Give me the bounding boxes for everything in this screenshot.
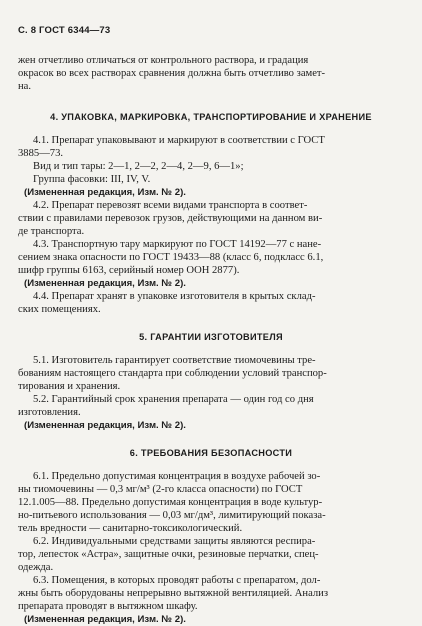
text-line: тирования и хранения. xyxy=(18,381,121,392)
text-line: препарата проводят в вытяжном шкафу. xyxy=(18,601,198,612)
text-line: жен отчетливо отличаться от контрольного раствора, и градация xyxy=(18,55,309,66)
text-line: на. xyxy=(18,81,32,92)
page-header: С. 8 ГОСТ 6344—73 xyxy=(18,25,111,36)
text-line: 6.1. Предельно допустимая концентрация в воздухе рабочей зо- xyxy=(33,471,321,482)
text-line: 3885—73. xyxy=(18,148,64,159)
section-6-heading: 6. ТРЕБОВАНИЯ БЕЗОПАСНОСТИ xyxy=(129,448,293,458)
document-body xyxy=(18,54,404,626)
text-line: Группа фасовки: III, IV, V. xyxy=(33,174,151,185)
text-line: бованиям настоящего стандарта при соблюдении условий транспор- xyxy=(18,368,327,379)
text-line: 5.2. Гарантийный срок хранения препарата — один год со дня xyxy=(33,394,314,405)
text-line: 4.3. Транспортную тару маркируют по ГОСТ 14192—77 с нане- xyxy=(33,239,322,250)
text-line: 4.4. Препарат хранят в упаковке изготовителя в крытых склад- xyxy=(33,291,316,302)
text-line: сением знака опасности по ГОСТ 19433—88 (класс 6, подкласс 6.1, xyxy=(18,252,324,263)
section-5-heading: 5. ГАРАНТИИ ИЗГОТОВИТЕЛЯ xyxy=(139,332,283,342)
text-line: Вид и тип тары: 2—1, 2—2, 2—4, 2—9, 6—1»; xyxy=(33,161,244,172)
text-line: ны тиомочевины — 0,3 мг/м³ (2-го класса опасности) по ГОСТ xyxy=(18,484,303,495)
text-line: 5.1. Изготовитель гарантирует соответствие тиомочевины тре- xyxy=(33,355,316,366)
text-line: изготовления. xyxy=(18,407,81,418)
text-line: 4.1. Препарат упаковывают и маркируют в соответствии с ГОСТ xyxy=(33,135,325,146)
amendment-note: (Измененная редакция, Изм. № 2). xyxy=(24,420,186,431)
text-line: 6.3. Помещения, в которых проводят работы с препаратом, дол- xyxy=(33,575,321,586)
text-line: де транспорта. xyxy=(18,226,85,237)
text-line: 4.2. Препарат перевозят всеми видами транспорта в соответ- xyxy=(33,200,308,211)
amendment-note: (Измененная редакция, Изм. № 2). xyxy=(24,614,186,625)
text-line: жны быть оборудованы непрерывно вытяжной вентиляцией. Анализ xyxy=(18,588,329,599)
amendment-note: (Измененная редакция, Изм. № 2). xyxy=(24,278,186,289)
text-line: 6.2. Индивидуальными средствами защиты являются респира- xyxy=(33,536,316,547)
text-line: окрасок во всех растворах сравнения должна быть отчетливо замет- xyxy=(18,68,326,79)
text-line: но-питьевого использования — 0,03 мг/дм³, лимитирующий показа- xyxy=(18,510,326,521)
section-4-heading: 4. УПАКОВКА, МАРКИРОВКА, ТРАНСПОРТИРОВАНИЕ И ХРАНЕНИЕ xyxy=(50,112,372,122)
amendment-note: (Измененная редакция, Изм. № 2). xyxy=(24,187,186,198)
text-line: одежда. xyxy=(18,562,54,573)
text-line: ских помещениях. xyxy=(18,304,101,315)
text-line: тор, лепесток «Астра», защитные очки, резиновые перчатки, спец- xyxy=(18,549,319,560)
text-line: тель вредности — санитарно-токсикологический. xyxy=(18,523,243,534)
text-line: 12.1.005—88. Предельно допустимая концентрация в воде культур- xyxy=(18,497,323,508)
text-line: ствии с правилами перевозок грузов, действующими на данном ви- xyxy=(18,213,323,224)
text-line: шифр группы 6163, серийный номер ООН 2877). xyxy=(18,265,240,276)
